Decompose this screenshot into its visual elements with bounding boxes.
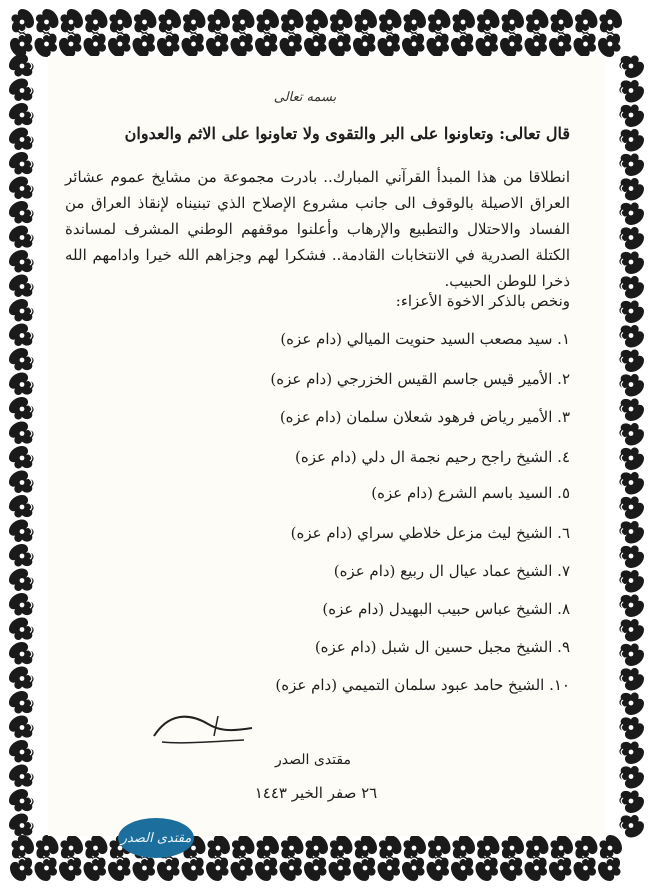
border-flower-icon bbox=[619, 227, 644, 250]
border-flower-icon bbox=[619, 398, 644, 421]
border-flower-icon bbox=[9, 642, 34, 665]
border-flower-icon bbox=[402, 32, 425, 57]
border-flower-icon bbox=[476, 856, 499, 881]
border-flower-icon bbox=[575, 9, 598, 34]
border-flower-icon bbox=[428, 9, 451, 34]
border-flower-icon bbox=[133, 32, 156, 57]
border-flower-icon bbox=[619, 178, 644, 201]
border-flower-icon bbox=[353, 32, 376, 57]
border-flower-icon bbox=[206, 32, 229, 57]
quran-quote: قال تعالى: وتعاونوا على البر والتقوى ولا تعاونوا على الاثم والعدوان bbox=[124, 124, 570, 143]
border-flower-icon bbox=[549, 32, 572, 57]
border-flower-icon bbox=[256, 835, 279, 860]
border-flower-icon bbox=[157, 32, 180, 57]
list-item: ٨. الشيخ عباس حبيب البهيدل (دام عزه) bbox=[322, 600, 570, 618]
border-flower-icon bbox=[10, 856, 33, 881]
border-flower-icon bbox=[575, 835, 598, 860]
border-flower-icon bbox=[9, 471, 34, 494]
border-flower-icon bbox=[619, 717, 644, 740]
border-flower-icon bbox=[354, 9, 377, 34]
border-flower-icon bbox=[84, 32, 107, 57]
border-flower-icon bbox=[9, 814, 34, 837]
border-flower-icon bbox=[9, 299, 34, 322]
border-flower-icon bbox=[182, 32, 205, 57]
border-flower-icon bbox=[549, 856, 572, 881]
border-flower-icon bbox=[9, 54, 34, 77]
border-flower-icon bbox=[231, 856, 254, 881]
border-flower-icon bbox=[619, 741, 644, 764]
border-flower-icon bbox=[35, 856, 58, 881]
border-flower-icon bbox=[9, 373, 34, 396]
border-flower-icon bbox=[428, 835, 451, 860]
basmala: بسمه تعالى bbox=[273, 90, 337, 105]
border-flower-icon bbox=[109, 9, 132, 34]
border-flower-icon bbox=[108, 856, 131, 881]
border-flower-icon bbox=[280, 32, 303, 57]
border-flower-icon bbox=[9, 348, 34, 371]
border-flower-icon bbox=[619, 815, 644, 838]
border-flower-icon bbox=[134, 9, 157, 34]
border-flower-icon bbox=[619, 668, 644, 691]
border-flower-icon bbox=[619, 80, 644, 103]
border-flower-icon bbox=[378, 32, 401, 57]
border-flower-icon bbox=[9, 618, 34, 641]
border-flower-icon bbox=[9, 740, 34, 763]
list-item: ١. سيد مصعب السيد حنويت الميالي (دام عزه) bbox=[280, 330, 570, 348]
border-flower-icon bbox=[9, 716, 34, 739]
border-flower-icon bbox=[9, 691, 34, 714]
list-item: ٤. الشيخ راجح رحيم نجمة ال دلي (دام عزه) bbox=[294, 448, 570, 466]
border-flower-icon bbox=[256, 9, 279, 34]
border-flower-icon bbox=[619, 374, 644, 397]
border-flower-icon bbox=[354, 835, 377, 860]
border-flower-icon bbox=[619, 251, 644, 274]
border-flower-icon bbox=[232, 9, 255, 34]
border-flower-icon bbox=[599, 9, 622, 34]
border-flower-icon bbox=[619, 472, 644, 495]
mention-heading: ونخص بالذكر الاخوة الأعزاء: bbox=[395, 292, 570, 310]
border-flower-icon bbox=[619, 129, 644, 152]
border-flower-icon bbox=[9, 79, 34, 102]
border-flower-icon bbox=[379, 9, 402, 34]
body-paragraph: انطلاقا من هذا المبدأ القرآني المبارك.. بادرت مجموعة من مشايخ عموم عشائر العراق الاصيلة بالوقوف الى جانب مشروع الإصلاح الذي تبنيناه لإنقاذ العراق من الفساد والاحتلال والتطبيع والإرهاب وأعلنوا موقفهم الوطني المشرف لمساندة الكتلة الصدرية في الانتخابات القادمة.. فشكرا لهم وجزاهم الله خيرا وادامهم الله ذخرا للوطن الحبيب. bbox=[65, 168, 570, 290]
border-flower-icon bbox=[207, 9, 230, 34]
border-flower-icon bbox=[477, 9, 500, 34]
border-flower-icon bbox=[255, 32, 278, 57]
border-flower-icon bbox=[402, 856, 425, 881]
border-flower-icon bbox=[451, 856, 474, 881]
border-flower-icon bbox=[574, 32, 597, 57]
border-flower-icon bbox=[619, 447, 644, 470]
border-flower-icon bbox=[108, 32, 131, 57]
border-flower-icon bbox=[500, 856, 523, 881]
signature-name: مقتدى الصدر bbox=[275, 752, 351, 768]
list-item: ٣. الأمير رياض فرهود شعلان سلمان (دام عزه) bbox=[279, 408, 570, 426]
list-item: ٥. السيد باسم الشرع (دام عزه) bbox=[371, 484, 570, 502]
border-flower-icon bbox=[427, 856, 450, 881]
list-item: ٩. الشيخ مجبل حسين ال شبل (دام عزه) bbox=[314, 638, 570, 656]
border-flower-icon bbox=[619, 496, 644, 519]
border-flower-icon bbox=[500, 32, 523, 57]
border-flower-icon bbox=[477, 835, 500, 860]
border-flower-icon bbox=[207, 835, 230, 860]
border-flower-icon bbox=[526, 9, 549, 34]
border-flower-icon bbox=[9, 446, 34, 469]
border-flower-icon bbox=[619, 545, 644, 568]
border-flower-icon bbox=[619, 153, 644, 176]
border-flower-icon bbox=[501, 835, 524, 860]
border-flower-icon bbox=[305, 9, 328, 34]
border-flower-icon bbox=[11, 835, 34, 860]
border-flower-icon bbox=[526, 835, 549, 860]
border-flower-icon bbox=[476, 32, 499, 57]
border-flower-icon bbox=[85, 835, 108, 860]
border-flower-icon bbox=[255, 856, 278, 881]
border-flower-icon bbox=[35, 32, 58, 57]
border-flower-icon bbox=[9, 495, 34, 518]
border-flower-icon bbox=[619, 521, 644, 544]
border-flower-icon bbox=[452, 9, 475, 34]
list-item: ٢. الأمير قيس جاسم القيس الخزرجي (دام عزه) bbox=[270, 370, 570, 388]
border-flower-icon bbox=[9, 765, 34, 788]
border-flower-icon bbox=[36, 9, 59, 34]
border-flower-icon bbox=[550, 835, 573, 860]
border-flower-icon bbox=[232, 835, 255, 860]
border-flower-icon bbox=[501, 9, 524, 34]
border-flower-icon bbox=[619, 619, 644, 642]
border-flower-icon bbox=[619, 766, 644, 789]
border-flower-icon bbox=[329, 856, 352, 881]
border-flower-icon bbox=[619, 349, 644, 372]
border-flower-icon bbox=[452, 835, 475, 860]
official-seal: مقتدى الصدر bbox=[118, 818, 194, 858]
border-flower-icon bbox=[619, 300, 644, 323]
border-flower-icon bbox=[574, 856, 597, 881]
border-flower-icon bbox=[330, 835, 353, 860]
border-flower-icon bbox=[599, 835, 622, 860]
list-item: ٧. الشيخ عماد عيال ال ربيع (دام عزه) bbox=[333, 562, 570, 580]
border-flower-icon bbox=[525, 32, 548, 57]
border-flower-icon bbox=[11, 9, 34, 34]
border-flower-icon bbox=[9, 569, 34, 592]
border-flower-icon bbox=[305, 835, 328, 860]
border-flower-icon bbox=[281, 835, 304, 860]
border-flower-icon bbox=[84, 856, 107, 881]
border-flower-icon bbox=[9, 128, 34, 151]
border-flower-icon bbox=[619, 55, 644, 78]
border-flower-icon bbox=[330, 9, 353, 34]
border-flower-icon bbox=[619, 643, 644, 666]
border-flower-icon bbox=[304, 32, 327, 57]
list-item: ١٠. الشيخ حامد عبود سلمان التميمي (دام عزه) bbox=[275, 676, 570, 694]
border-flower-icon bbox=[157, 856, 180, 881]
border-flower-icon bbox=[182, 856, 205, 881]
border-flower-icon bbox=[353, 856, 376, 881]
border-flower-icon bbox=[36, 835, 59, 860]
border-flower-icon bbox=[9, 275, 34, 298]
border-flower-icon bbox=[378, 856, 401, 881]
border-flower-icon bbox=[59, 856, 82, 881]
border-flower-icon bbox=[403, 835, 426, 860]
border-flower-icon bbox=[619, 692, 644, 715]
border-flower-icon bbox=[280, 856, 303, 881]
border-flower-icon bbox=[525, 856, 548, 881]
border-flower-icon bbox=[59, 32, 82, 57]
border-flower-icon bbox=[9, 593, 34, 616]
border-flower-icon bbox=[619, 570, 644, 593]
border-flower-icon bbox=[598, 856, 621, 881]
border-flower-icon bbox=[85, 9, 108, 34]
border-flower-icon bbox=[619, 276, 644, 299]
border-flower-icon bbox=[231, 32, 254, 57]
border-flower-icon bbox=[9, 520, 34, 543]
letter-date: ٢٦ صفر الخير ١٤٤٣ bbox=[254, 784, 378, 802]
border-flower-icon bbox=[60, 835, 83, 860]
border-flower-icon bbox=[9, 544, 34, 567]
border-flower-icon bbox=[9, 324, 34, 347]
border-flower-icon bbox=[304, 856, 327, 881]
border-flower-icon bbox=[403, 9, 426, 34]
border-flower-icon bbox=[10, 32, 33, 57]
border-flower-icon bbox=[9, 422, 34, 445]
border-flower-icon bbox=[619, 423, 644, 446]
border-flower-icon bbox=[619, 325, 644, 348]
border-flower-icon bbox=[451, 32, 474, 57]
list-item: ٦. الشيخ ليث مزعل خلاطي سراي (دام عزه) bbox=[290, 524, 570, 542]
border-flower-icon bbox=[133, 856, 156, 881]
border-flower-icon bbox=[619, 790, 644, 813]
border-flower-icon bbox=[9, 152, 34, 175]
border-flower-icon bbox=[9, 177, 34, 200]
border-flower-icon bbox=[9, 250, 34, 273]
border-flower-icon bbox=[550, 9, 573, 34]
border-flower-icon bbox=[9, 103, 34, 126]
border-flower-icon bbox=[619, 594, 644, 617]
border-flower-icon bbox=[183, 9, 206, 34]
border-flower-icon bbox=[379, 835, 402, 860]
border-flower-icon bbox=[427, 32, 450, 57]
border-flower-icon bbox=[619, 202, 644, 225]
handwritten-signature bbox=[148, 706, 258, 754]
border-flower-icon bbox=[281, 9, 304, 34]
border-flower-icon bbox=[60, 9, 83, 34]
border-flower-icon bbox=[158, 9, 181, 34]
border-flower-icon bbox=[9, 226, 34, 249]
border-flower-icon bbox=[206, 856, 229, 881]
border-flower-icon bbox=[598, 32, 621, 57]
border-flower-icon bbox=[9, 789, 34, 812]
border-flower-icon bbox=[619, 104, 644, 127]
border-flower-icon bbox=[9, 201, 34, 224]
border-flower-icon bbox=[9, 397, 34, 420]
border-flower-icon bbox=[9, 667, 34, 690]
border-flower-icon bbox=[329, 32, 352, 57]
